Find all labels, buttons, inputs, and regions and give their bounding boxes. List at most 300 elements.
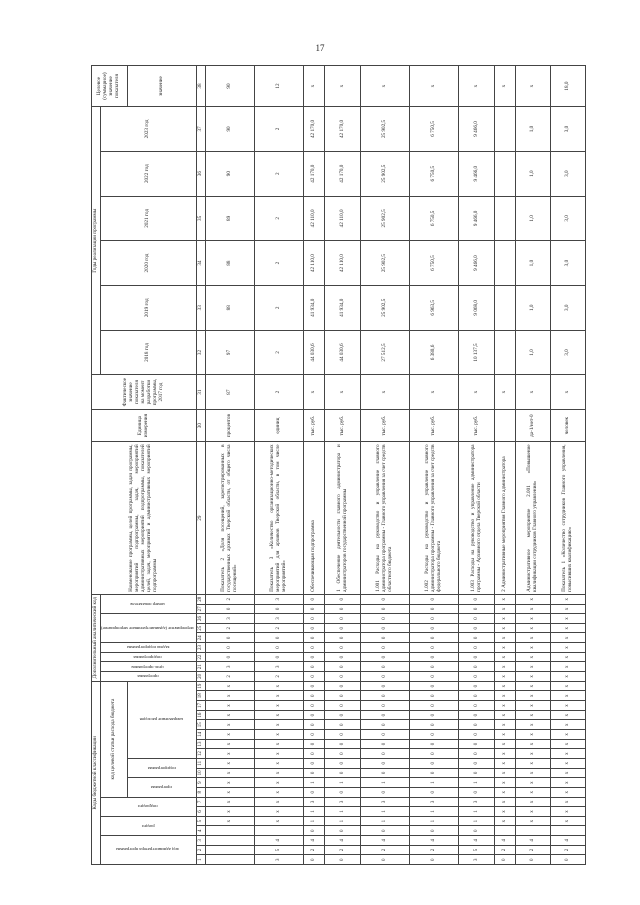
row-year-value xyxy=(494,151,515,196)
code-digit: x xyxy=(551,681,586,691)
row-name: 1.001 Расходы на руководство и управление главного администратора программы - Главного управления за счет средств областного бюджета xyxy=(360,442,409,594)
code-digit: 1 xyxy=(325,816,360,826)
code-digit: 0 xyxy=(459,739,494,749)
unit-header: Единица измерения xyxy=(92,409,197,442)
code-digit: 0 xyxy=(325,749,360,759)
code-digit: 2 xyxy=(410,845,459,855)
code-digit: 0 xyxy=(410,594,459,604)
table-row xyxy=(360,66,409,865)
code-digit: 4 xyxy=(360,836,409,846)
code-digit: 0 xyxy=(360,768,409,778)
col-number: 10 xyxy=(196,768,205,778)
analytic-code-header: Дополнительный аналитический код xyxy=(92,594,101,681)
row-year-value: 10 137,5 xyxy=(459,330,494,375)
code-digit: x xyxy=(254,816,303,826)
table-row xyxy=(551,66,586,865)
row-year-value: 1,0 xyxy=(515,196,550,241)
code-digit: 0 xyxy=(325,604,360,614)
row-target: x xyxy=(325,66,360,107)
code-digit: 0 xyxy=(325,720,360,730)
code-digit: 4 xyxy=(325,836,360,846)
code-digit: 3 xyxy=(325,797,360,807)
code-digit: x xyxy=(205,797,254,807)
row-unit: человек xyxy=(551,409,586,442)
document-page xyxy=(91,65,574,865)
code-digit: x xyxy=(494,643,515,653)
code-digit: x xyxy=(515,662,550,672)
code-digit: 0 xyxy=(410,604,459,614)
code-digit: 0 xyxy=(360,691,409,701)
code-digit: 0 xyxy=(325,826,360,836)
code-digit: 0 xyxy=(459,633,494,643)
code-digit: x xyxy=(494,758,515,768)
code-digit: x xyxy=(494,730,515,740)
code-digit: 1 xyxy=(410,816,459,826)
code-digit: 0 xyxy=(459,614,494,624)
code-digit: x xyxy=(551,797,586,807)
col-number: 33 xyxy=(196,285,205,330)
code-digit: 0 xyxy=(410,672,459,682)
code-digit: 4 xyxy=(459,836,494,846)
col-number: 30 xyxy=(196,409,205,442)
code-digit: 0 xyxy=(459,662,494,672)
code-digit: x xyxy=(551,691,586,701)
row-year-value xyxy=(494,241,515,286)
code-digit: 4 xyxy=(254,836,303,846)
code-digit: x xyxy=(254,797,303,807)
code-digit: 0 xyxy=(410,855,459,865)
row-year-value: 25 902,5 xyxy=(360,196,409,241)
code-digit: 0 xyxy=(459,691,494,701)
row-year-value: 2 xyxy=(254,285,303,330)
task-header: задача подпрограммы xyxy=(100,643,196,653)
code-digit: 3 xyxy=(254,594,303,604)
row-year-value xyxy=(494,330,515,375)
col-number: 16 xyxy=(196,710,205,720)
code-digit: 0 xyxy=(360,855,409,865)
row-fact: 2 xyxy=(254,375,303,410)
code-digit: x xyxy=(254,778,303,788)
row-year-value: 1,0 xyxy=(515,330,550,375)
code-digit xyxy=(254,826,303,836)
code-digit: x xyxy=(551,633,586,643)
code-digit: 0 xyxy=(360,604,409,614)
code-digit: 0 xyxy=(325,730,360,740)
code-digit: 0 xyxy=(459,710,494,720)
col-number: 21 xyxy=(196,662,205,672)
code-digit: x xyxy=(205,710,254,720)
code-digit: 0 xyxy=(360,826,409,836)
year-header-2: 2020 год xyxy=(100,241,196,286)
program-code-header: программа xyxy=(127,778,196,797)
col-number: 12 xyxy=(196,749,205,759)
code-digit: x xyxy=(205,730,254,740)
code-digit: 1 xyxy=(304,807,325,817)
code-digit: x xyxy=(494,604,515,614)
fact-header: Фактическое значение показателя на момент разработки программы, 2017 год xyxy=(92,375,197,410)
code-digit: x xyxy=(494,739,515,749)
code-digit: 0 xyxy=(360,720,409,730)
code-digit: x xyxy=(254,691,303,701)
code-digit xyxy=(494,826,515,836)
row-unit: тыс. руб. xyxy=(325,409,360,442)
code-digit: x xyxy=(515,797,550,807)
code-digit: 0 xyxy=(459,730,494,740)
row-target: x xyxy=(410,66,459,107)
code-digit: 0 xyxy=(304,710,325,720)
row-unit: тыс. руб. xyxy=(360,409,409,442)
code-digit: 0 xyxy=(360,730,409,740)
row-unit: тыс. руб. xyxy=(410,409,459,442)
code-digit: 1 xyxy=(360,778,409,788)
budget-codes-header: Коды бюджетной классификации xyxy=(92,681,101,864)
code-digit: 0 xyxy=(459,652,494,662)
row-name: 1.003 Расходы на руководство и управление администратора программы - Архивного отдела Тверской области xyxy=(459,442,494,594)
code-digit: 0 xyxy=(410,758,459,768)
code-digit: x xyxy=(494,787,515,797)
code-digit: x xyxy=(551,594,586,604)
code-digit: x xyxy=(515,623,550,633)
program-table xyxy=(91,65,586,865)
code-digit: x xyxy=(494,662,515,672)
code-digit: 0 xyxy=(304,720,325,730)
row-target: x xyxy=(304,66,325,107)
code-digit: 2 xyxy=(254,672,303,682)
code-digit: 5 xyxy=(459,845,494,855)
row-year-value: 6 750,5 xyxy=(410,151,459,196)
program-header: программа xyxy=(100,672,196,682)
code-digit: 3 xyxy=(459,855,494,865)
code-digit: 0 xyxy=(459,758,494,768)
code-digit: 1 xyxy=(459,778,494,788)
row-fact: x xyxy=(551,375,586,410)
row-target: x xyxy=(494,66,515,107)
code-digit: 3 xyxy=(254,614,303,624)
code-digit: x xyxy=(254,739,303,749)
col-number: 37 xyxy=(196,107,205,152)
code-digit: x xyxy=(515,778,550,788)
col-number: 5 xyxy=(196,816,205,826)
code-digit xyxy=(205,855,254,865)
code-digit: x xyxy=(494,614,515,624)
code-digit: 1 xyxy=(325,807,360,817)
row-year-value: 42 170,0 xyxy=(304,151,325,196)
row-year-value: 88 xyxy=(205,241,254,286)
code-digit: 0 xyxy=(325,758,360,768)
row-fact: x xyxy=(459,375,494,410)
code-digit: x xyxy=(494,749,515,759)
year-header-3: 2021 год xyxy=(100,196,196,241)
row-year-value: 2 xyxy=(254,151,303,196)
code-digit: 0 xyxy=(410,749,459,759)
code-digit: 0 xyxy=(304,701,325,711)
row-year-value: 42 170,0 xyxy=(304,107,325,152)
code-digit: 4 xyxy=(494,836,515,846)
row-year-value xyxy=(494,285,515,330)
code-digit: 0 xyxy=(325,739,360,749)
code-digit: x xyxy=(551,768,586,778)
code-digit: x xyxy=(254,710,303,720)
table-row xyxy=(254,66,303,865)
row-target: x xyxy=(515,66,550,107)
column-number-row xyxy=(196,66,205,865)
code-digit xyxy=(515,826,550,836)
code-digit: 4 xyxy=(410,836,459,846)
row-name: 2 Административные мероприятия Главного администратора xyxy=(494,442,515,594)
code-digit: 0 xyxy=(360,662,409,672)
code-digit: x xyxy=(205,720,254,730)
code-digit: 0 xyxy=(304,594,325,604)
row-name: 1 Обеспечение деятельности главного администратора и администраторов государственной программы xyxy=(325,442,360,594)
code-digit: 0 xyxy=(459,787,494,797)
code-digit: x xyxy=(205,701,254,711)
code-digit: 3 xyxy=(205,614,254,624)
code-digit: 1 xyxy=(304,778,325,788)
target-article-header: код целевой статьи расхода бюджета xyxy=(100,681,127,797)
year-header-0: 2018 год xyxy=(100,330,196,375)
code-digit: x xyxy=(551,662,586,672)
code-digit xyxy=(205,836,254,846)
code-digit: x xyxy=(254,701,303,711)
code-digit: 0 xyxy=(304,614,325,624)
code-digit: x xyxy=(494,594,515,604)
row-target: x xyxy=(459,66,494,107)
row-year-value: 27 512,5 xyxy=(360,330,409,375)
col-number: 35 xyxy=(196,196,205,241)
code-digit: x xyxy=(254,749,303,759)
row-name: Показатель 2 «Доля посещений, зарегистрированных в государственных архивах Тверской области, от общего числа посещений» xyxy=(205,442,254,594)
row-year-value: 6 380,6 xyxy=(410,330,459,375)
row-year-value: 6 750,5 xyxy=(410,196,459,241)
code-digit: 4 xyxy=(304,836,325,846)
code-digit: 0 xyxy=(410,691,459,701)
code-digit: x xyxy=(515,604,550,614)
table-row xyxy=(515,66,550,865)
code-digit: 0 xyxy=(410,787,459,797)
code-digit: 0 xyxy=(325,623,360,633)
col-number: 34 xyxy=(196,241,205,286)
row-year-value: 3,0 xyxy=(551,196,586,241)
code-digit: x xyxy=(494,681,515,691)
col-number: 29 xyxy=(196,442,205,594)
code-digit: 0 xyxy=(325,643,360,653)
code-digit: 0 xyxy=(304,604,325,614)
code-digit: 0 xyxy=(304,826,325,836)
col-number: 1 xyxy=(196,855,205,865)
row-year-value: 90 xyxy=(205,107,254,152)
code-digit: 0 xyxy=(360,633,409,643)
row-fact: x xyxy=(360,375,409,410)
code-digit: x xyxy=(205,681,254,691)
code-digit: 2 xyxy=(360,845,409,855)
code-digit: 0 xyxy=(304,691,325,701)
code-digit: x xyxy=(254,768,303,778)
row-year-value: 89 xyxy=(205,196,254,241)
row-year-value xyxy=(494,107,515,152)
code-digit: 0 xyxy=(325,633,360,643)
code-digit: x xyxy=(515,594,550,604)
code-digit: x xyxy=(551,623,586,633)
col-number: 36 xyxy=(196,151,205,196)
row-year-value: 42 110,0 xyxy=(304,196,325,241)
code-digit: 4 xyxy=(551,836,586,846)
row-year-value: 6 963,5 xyxy=(410,285,459,330)
row-target: 18,0 xyxy=(551,66,586,107)
code-digit: 0 xyxy=(360,710,409,720)
code-digit: 0 xyxy=(325,614,360,624)
col-number: 38 xyxy=(196,66,205,107)
code-digit: 0 xyxy=(410,662,459,672)
code-digit: x xyxy=(205,807,254,817)
row-unit: да-1/нет-0 xyxy=(515,409,550,442)
code-digit: 0 xyxy=(459,604,494,614)
col-number: 31 xyxy=(196,375,205,410)
code-digit: 0 xyxy=(304,758,325,768)
code-digit: x xyxy=(551,816,586,826)
code-digit: 0 xyxy=(360,614,409,624)
code-digit: 0 xyxy=(304,662,325,672)
code-digit xyxy=(205,826,254,836)
code-digit: 0 xyxy=(325,672,360,682)
code-digit: 0 xyxy=(304,749,325,759)
year-header-1: 2019 год xyxy=(100,285,196,330)
code-digit: x xyxy=(254,807,303,817)
row-fact: x xyxy=(325,375,360,410)
code-digit: 0 xyxy=(459,672,494,682)
code-digit: x xyxy=(551,787,586,797)
code-digit: 0 xyxy=(410,681,459,691)
code-digit: x xyxy=(254,720,303,730)
code-digit: 0 xyxy=(410,720,459,730)
row-name: Показатель 3 «Количество организационно-методических мероприятий для архивов Тверской области, в том числе мероприятий» xyxy=(254,442,303,594)
row-year-value xyxy=(494,196,515,241)
code-digit: x xyxy=(205,749,254,759)
row-unit: единиц xyxy=(254,409,303,442)
row-year-value: 1,0 xyxy=(515,151,550,196)
row-target: x xyxy=(360,66,409,107)
prog-goal-header: цель программы xyxy=(100,662,196,672)
code-digit: 2 xyxy=(325,845,360,855)
year-header-4: 2022 год xyxy=(100,151,196,196)
code-digit: 0 xyxy=(254,604,303,614)
code-digit: x xyxy=(494,691,515,701)
row-unit: тыс. руб. xyxy=(459,409,494,442)
code-digit: 0 xyxy=(459,749,494,759)
code-digit: x xyxy=(494,652,515,662)
row-year-value: 1,0 xyxy=(515,241,550,286)
row-year-value: 97 xyxy=(205,330,254,375)
target-group-header: Целевое (суммарное) значение показателя xyxy=(92,66,128,107)
code-digit: 3 xyxy=(205,662,254,672)
code-digit: x xyxy=(551,730,586,740)
code-digit: 0 xyxy=(459,826,494,836)
code-digit: 2 xyxy=(205,623,254,633)
code-digit: x xyxy=(551,807,586,817)
row-target: 90 xyxy=(205,66,254,107)
code-digit xyxy=(205,845,254,855)
code-digit: 0 xyxy=(304,623,325,633)
code-digit: 0 xyxy=(325,710,360,720)
code-digit: 4 xyxy=(515,836,550,846)
row-name: 1.002 Расходы на руководство и управление главного администратора программы - Главного управления за счет средств федерального бюджета xyxy=(410,442,459,594)
row-year-value: 6 750,5 xyxy=(410,107,459,152)
activity-header: мероприятие (административное мероприятие) xyxy=(100,614,196,643)
code-digit: 0 xyxy=(325,787,360,797)
table-row xyxy=(304,66,325,865)
subprogram-header: подпрограмма xyxy=(100,652,196,662)
row-year-value: 25 902,5 xyxy=(360,285,409,330)
code-digit: 0 xyxy=(360,739,409,749)
code-digit: x xyxy=(515,710,550,720)
code-digit: 0 xyxy=(304,633,325,643)
code-digit: 0 xyxy=(325,768,360,778)
header-row-1 xyxy=(92,66,101,865)
code-digit: x xyxy=(551,701,586,711)
row-year-value: 44 030,6 xyxy=(304,330,325,375)
code-digit: 2 xyxy=(494,845,515,855)
code-digit: 0 xyxy=(254,652,303,662)
code-digit: 2 xyxy=(205,672,254,682)
code-digit: 3 xyxy=(304,797,325,807)
code-digit: x xyxy=(551,778,586,788)
row-year-value: 2 xyxy=(254,196,303,241)
code-digit: 0 xyxy=(325,701,360,711)
row-year-value: 9 466,0 xyxy=(459,107,494,152)
code-digit: x xyxy=(515,701,550,711)
year-header-5: 2023 год xyxy=(100,107,196,152)
code-digit: x xyxy=(551,749,586,759)
row-year-value: 42 170,0 xyxy=(325,151,360,196)
col-number: 25 xyxy=(196,623,205,633)
code-digit: x xyxy=(205,816,254,826)
code-digit: 0 xyxy=(459,701,494,711)
code-digit: 0 xyxy=(459,720,494,730)
row-fact: 87 xyxy=(205,375,254,410)
code-digit: x xyxy=(515,614,550,624)
code-digit: x xyxy=(494,672,515,682)
code-digit: x xyxy=(515,768,550,778)
code-digit: x xyxy=(494,797,515,807)
code-digit: 0 xyxy=(205,633,254,643)
row-year-value: 9 466,0 xyxy=(459,151,494,196)
col-number: 24 xyxy=(196,633,205,643)
code-digit: 0 xyxy=(410,623,459,633)
code-digit: x xyxy=(494,807,515,817)
code-digit: x xyxy=(551,604,586,614)
col-number: 15 xyxy=(196,720,205,730)
code-digit: 2 xyxy=(304,845,325,855)
code-digit: 1 xyxy=(459,816,494,826)
code-digit: 0 xyxy=(304,652,325,662)
code-digit: 0 xyxy=(360,749,409,759)
code-digit: x xyxy=(515,730,550,740)
col-number: 3 xyxy=(196,836,205,846)
col-number: 14 xyxy=(196,730,205,740)
row-unit: процентов xyxy=(205,409,254,442)
code-digit: 0 xyxy=(304,739,325,749)
code-digit: 0 xyxy=(410,768,459,778)
page-number: 17 xyxy=(315,43,325,53)
col-number: 19 xyxy=(196,681,205,691)
row-year-value: 25 902,5 xyxy=(360,107,409,152)
code-digit: x xyxy=(551,643,586,653)
table-row xyxy=(494,66,515,865)
code-digit: 0 xyxy=(410,701,459,711)
indicator-no-header: номер показателя xyxy=(100,594,196,613)
row-year-value: 2 xyxy=(254,107,303,152)
section-header: раздел xyxy=(100,816,196,835)
code-digit: 1 xyxy=(304,816,325,826)
